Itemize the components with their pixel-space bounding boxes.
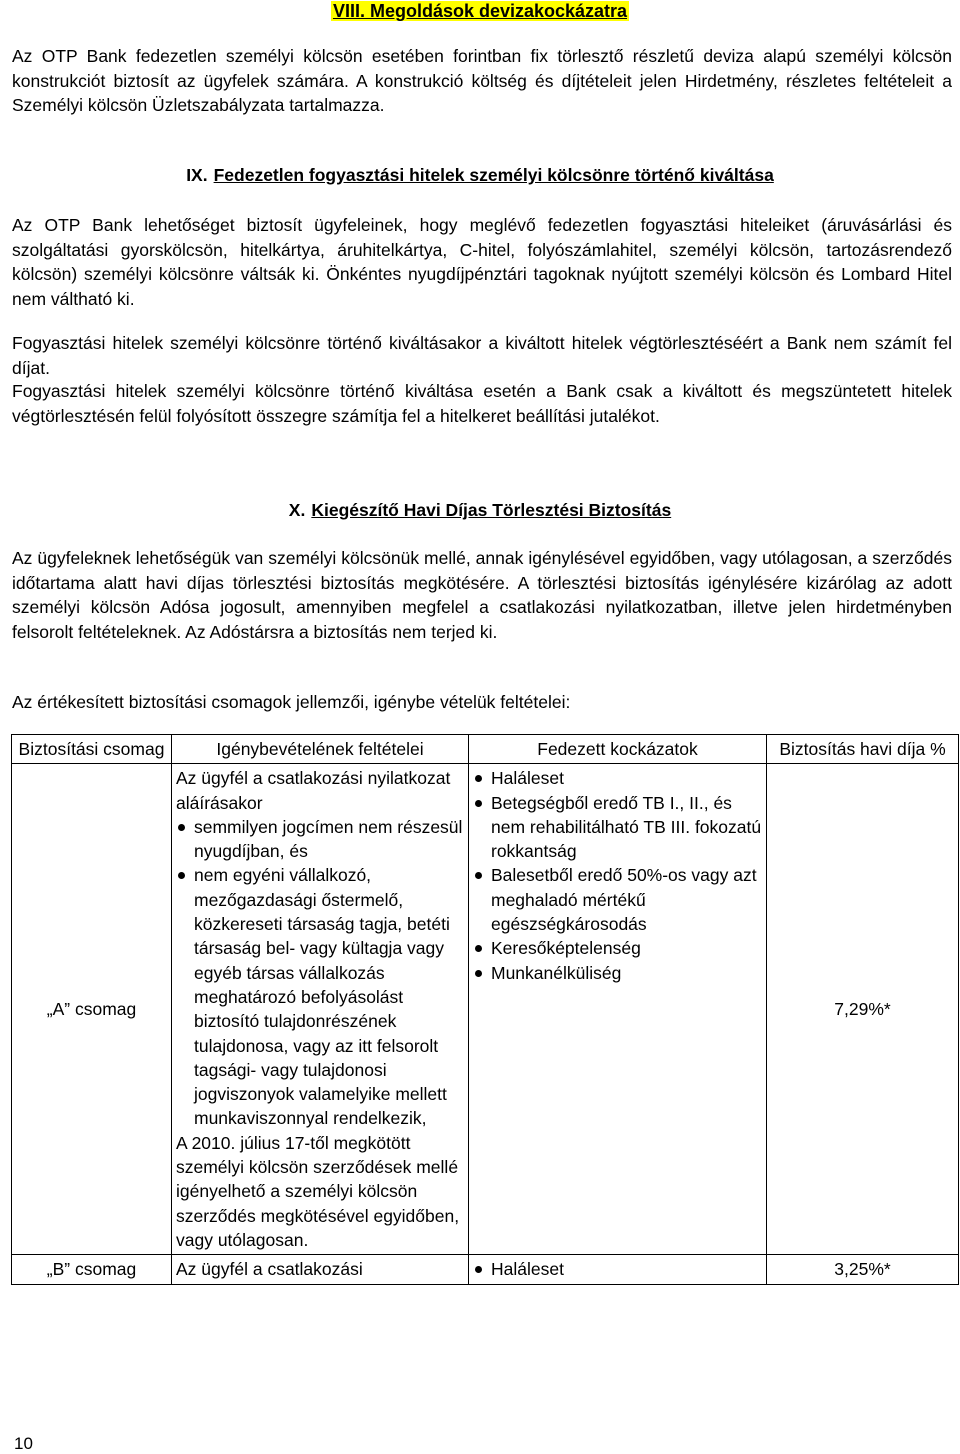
table-row-package-a: [12, 764, 959, 1255]
section-9-paragraph-3: Fogyasztási hitelek személyi kölcsönre történő kiváltása esetén a Bank csak a kiváltott és megszüntetett hitelek végtörlesztésén felül folyósított összegre számítja fel a hitelkeret beállítási jutalékot.: [12, 381, 952, 426]
package-a-conditions-intro: Az ügyfél a csatlakozási nyilatkozat aláírásakor: [176, 768, 451, 813]
package-a-conditions-outro: A 2010. július 17-től megkötött személyi kölcsön szerződések mellé igényelhető a személyi kölcsön szerződés megkötésével egyidőben, vagy utólagosan.: [176, 1132, 460, 1250]
list-item: nem egyéni vállalkozó, mezőgazdasági őstermelő, közkereseti társaság tagja, betéti társaság bel- vagy kültagja vagy egyéb társas vállalkozás meghatározó befolyásolást biztosító tulajdonrészének tulajdonosa, vagy az itt felsorolt tagsági- vagy tulajdonosi jogviszonyok valamelyike mellett munkaviszonnyal rendelkezik,: [176, 863, 464, 1130]
package-b-name: „B” csomag: [12, 1255, 172, 1284]
package-a-conditions: [172, 764, 469, 1255]
table-row-package-b: [12, 1255, 959, 1284]
list-item: Betegségből eredő TB I., II., és nem rehabilitálható TB III. fokozatú rokkantság: [473, 791, 762, 864]
section-10-paragraph-1: Az ügyfeleknek lehetőségük van személyi kölcsönük mellé, annak igénylésével egyidőben, vagy utólagosan, a szerződés időtartama alatt havi díjas törlesztési biztosítás megkötésére. A törlesztési biztosítás igénylésére kizárólag az adott személyi kölcsön Adósa jogosult, amennyiben megfelel a csatlakozási nyilatkozatban, illetve jelen hirdetményben felsorolt feltételeknek. Az Adóstársra a biztosítás nem terjed ki.: [12, 548, 952, 642]
package-a-name: „A” csomag: [12, 764, 172, 1255]
table-header-row: [12, 735, 959, 764]
package-b-fee: 3,25%*: [767, 1255, 959, 1284]
package-a-risks-list: [473, 766, 762, 985]
section-9-paragraph-1: Az OTP Bank lehetőséget biztosít ügyfeleinek, hogy meglévő fedezetlen fogyasztási hiteleiket (áruvásárlási és szolgáltatási gyorskölcsön, hitelkártya, áruhitelkártya, C-hitel, folyószámlahitel, személyi kölcsön, tartozásrendező kölcsön) személyi kölcsönre váltsák ki. Önkéntes nyugdíjpénztári tagoknak nyújtott személyi kölcsön és Lombard Hitel nem váltható ki.: [12, 215, 952, 309]
section-9-title: Fedezetlen fogyasztási hitelek személyi kölcsönre történő kiváltása: [213, 165, 774, 185]
list-item: Haláleset: [473, 766, 762, 790]
package-b-conditions: Az ügyfél a csatlakozási: [172, 1255, 469, 1284]
package-a-risks: [469, 764, 767, 1255]
section-10-heading: [0, 498, 960, 522]
package-b-risks: [469, 1255, 767, 1284]
list-item: Munkanélküliség: [473, 961, 762, 985]
column-header-fee: Biztosítás havi díja %: [767, 735, 959, 764]
column-header-package: Biztosítási csomag: [12, 735, 172, 764]
section-10-paragraph-2: Az értékesített biztosítási csomagok jellemzői, igénybe vételük feltételei:: [12, 692, 571, 712]
package-a-conditions-list: [176, 815, 464, 1131]
section-9-heading: [0, 163, 960, 187]
list-item: Keresőképtelenség: [473, 936, 762, 960]
page-number: 10: [14, 1434, 33, 1453]
column-header-conditions: Igénybevételének feltételei: [172, 735, 469, 764]
section-8-heading: VIII. Megoldások devizakockázatra: [332, 1, 628, 21]
list-item: semmilyen jogcímen nem részesül nyugdíjban, és: [176, 815, 464, 864]
list-item: Balesetből eredő 50%-os vagy azt meghaladó mértékű egészségkárosodás: [473, 863, 762, 936]
list-item: Haláleset: [473, 1257, 762, 1281]
package-a-fee: 7,29%*: [767, 764, 959, 1255]
section-8-paragraph: Az OTP Bank fedezetlen személyi kölcsön esetében forintban fix törlesztő részletű deviza alapú személyi kölcsön konstrukciót biztosít az ügyfelek számára. A konstrukció költség és díjtételeit jelen Hirdetmény, részletes feltételeit a Személyi kölcsön Üzletszabályzata tartalmazza.: [12, 46, 952, 115]
section-9-number: IX.: [186, 165, 208, 185]
insurance-packages-table: [11, 734, 959, 1285]
section-9-paragraph-2: Fogyasztási hitelek személyi kölcsönre történő kiváltásakor a kiváltott hitelek végtörlesztéséért a Bank nem számít fel díjat.: [12, 333, 952, 378]
package-b-risks-list: [473, 1257, 762, 1281]
column-header-risks: Fedezett kockázatok: [469, 735, 767, 764]
section-10-title: Kiegészítő Havi Díjas Törlesztési Biztosítás: [311, 500, 672, 520]
section-10-number: X.: [288, 500, 306, 520]
